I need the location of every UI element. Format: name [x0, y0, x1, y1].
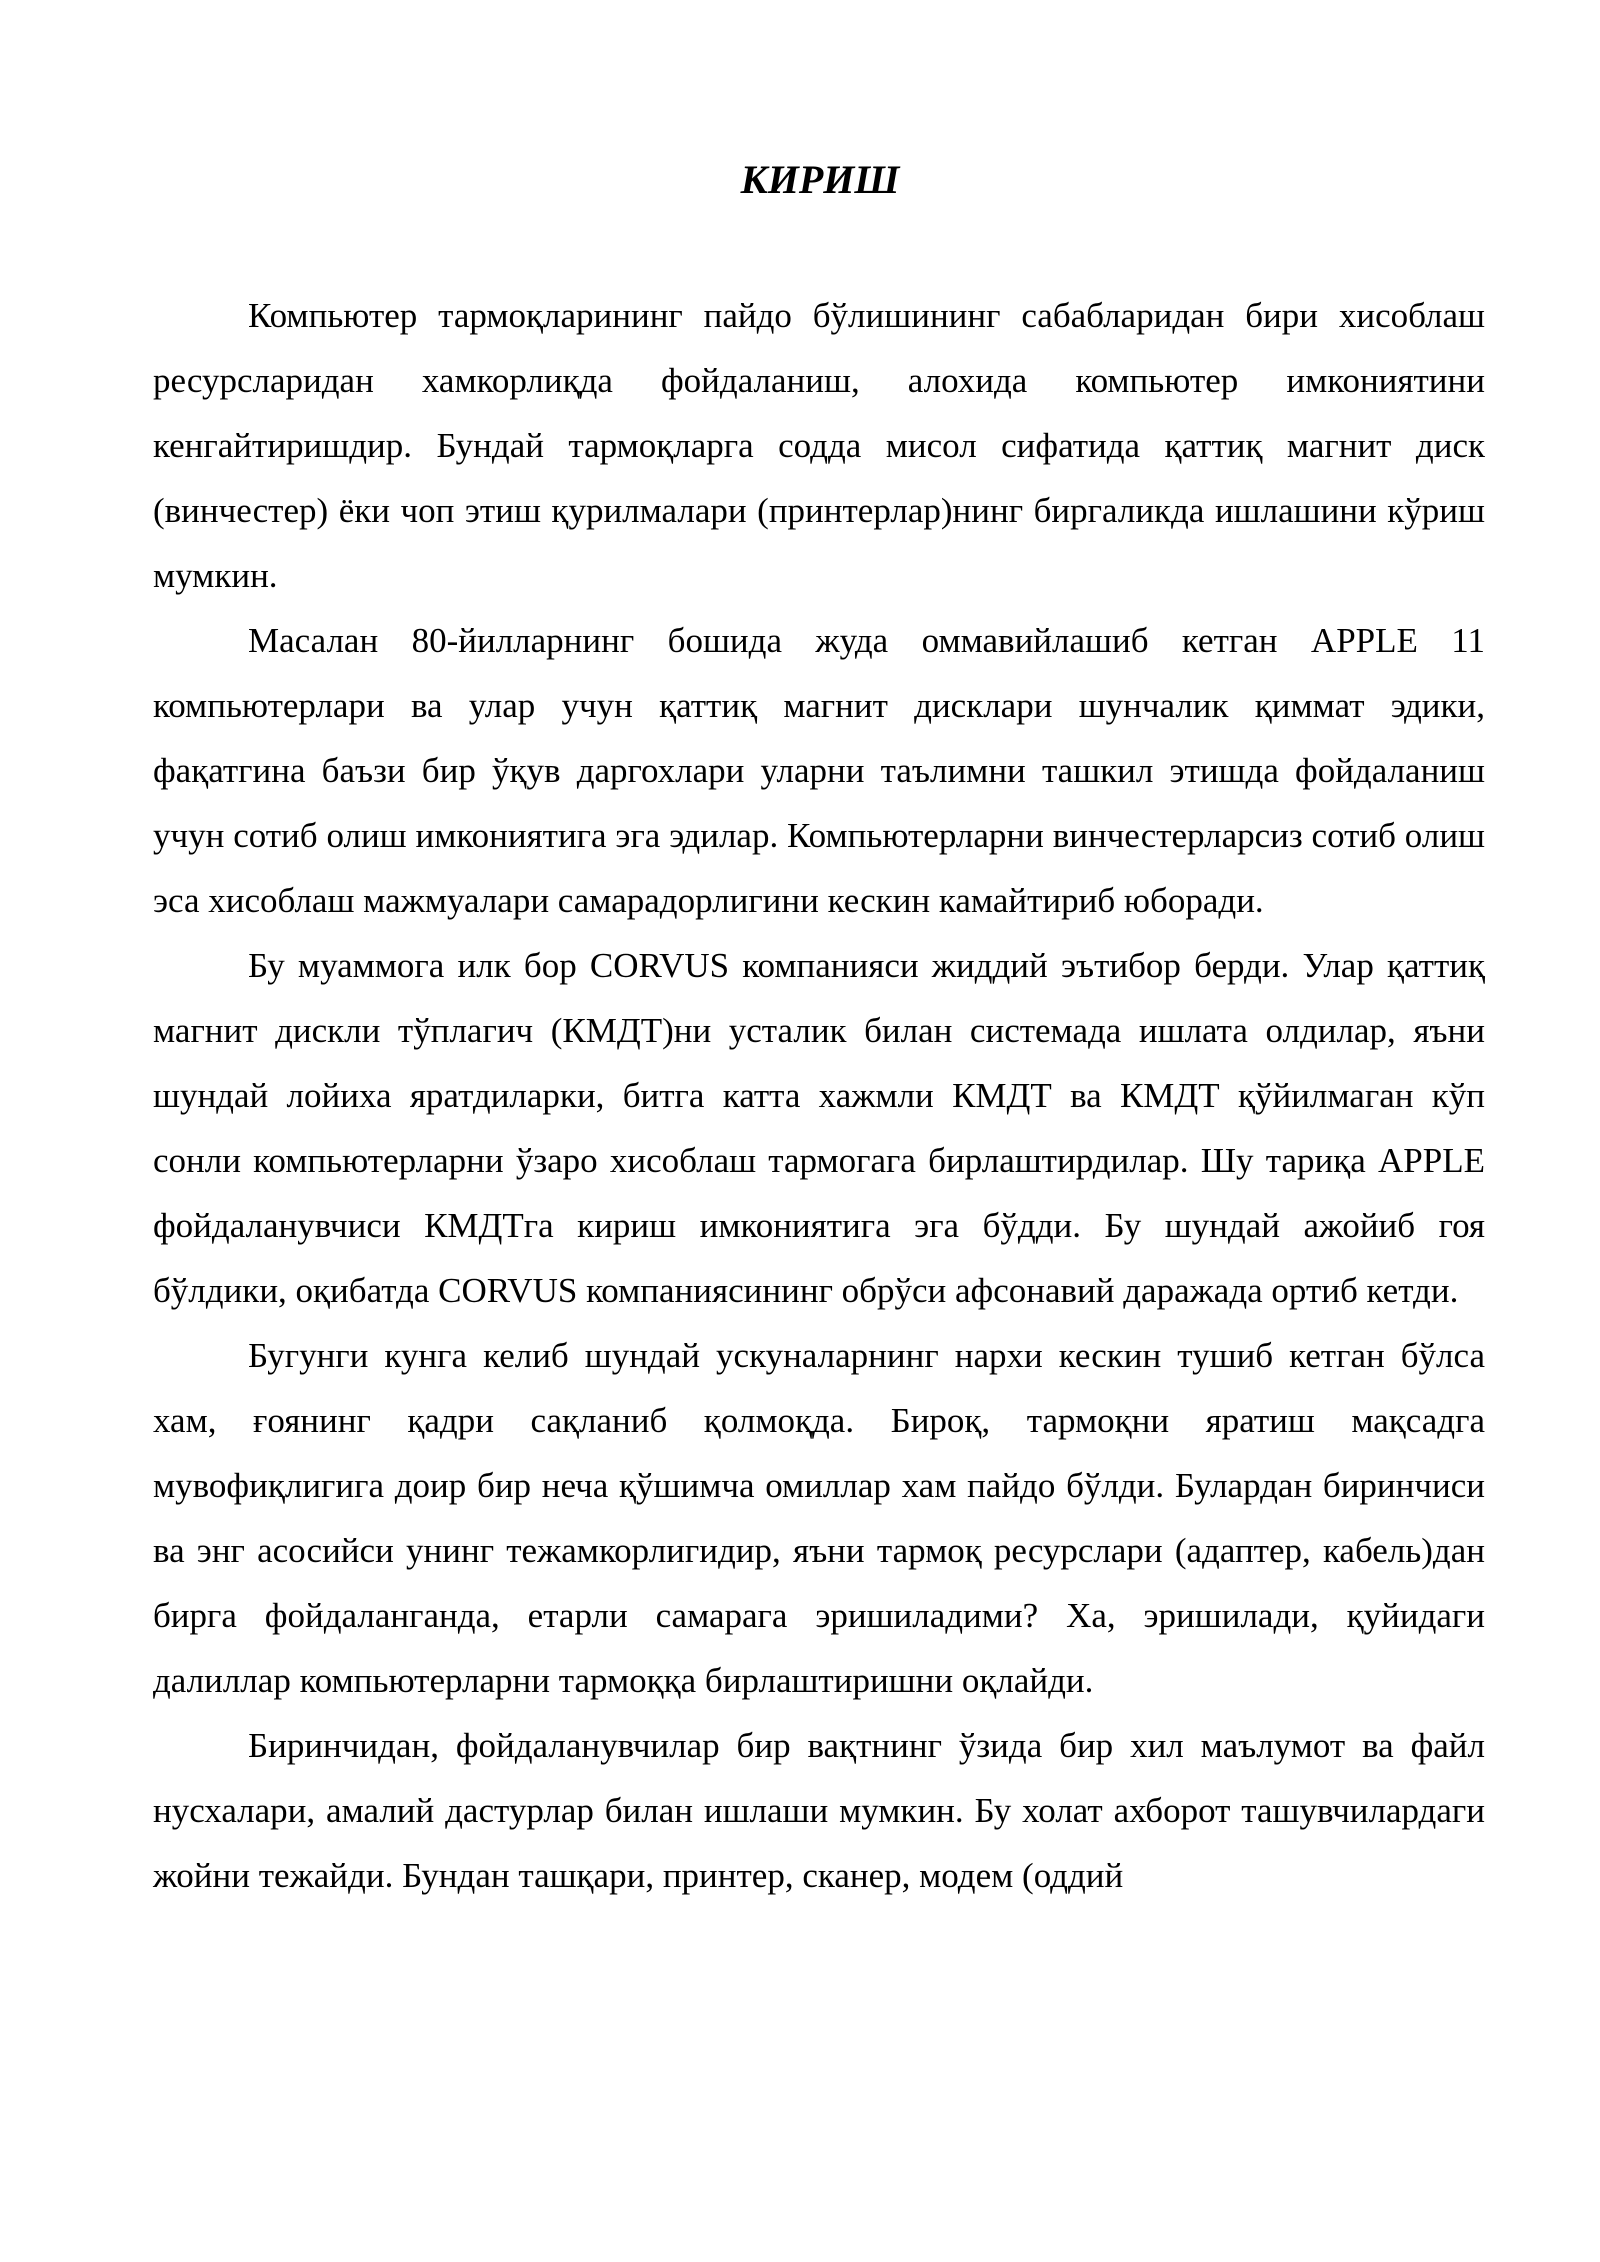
body-text	[153, 283, 1485, 1908]
paragraph: Бу муаммога илк бор CORVUS компанияси жиддий эътибор берди. Улар қаттиқ магнит дискли тўплагич (КМДТ)ни усталик билан системада ишлата олдилар, яъни шундай лойиха яратдиларки, битга катта хажмли КМДТ ва КМДТ қўйилмаган кўп сонли компьютерларни ўзаро хисоблаш тармогага бирлаштирдилар. Шу тариқа APPLE фойдаланувчиси КМДТга кириш имкониятига эга бўдди. Бу шундай ажойиб гоя бўлдики, оқибатда CORVUS компаниясининг обрўси афсонавий даражада ортиб кетди.	[153, 946, 1485, 1310]
paragraph: Биринчидан, фойдаланувчилар бир вақтнинг ўзида бир хил маълумот ва файл нусхалари, амалий дастурлар билан ишлаши мумкин. Бу холат ахборот ташувчилардаги жойни тежайди. Бундан ташқари, принтер, сканер, модем (оддий	[153, 1726, 1485, 1895]
paragraph: Бугунги кунга келиб шундай ускуналарнинг нархи кескин тушиб кетган бўлса хам, ғоянинг қадри сақланиб қолмоқда. Бироқ, тармоқни яратиш мақсадга мувофиқлигига доир бир неча қўшимча омиллар хам пайдо бўлди. Булардан биринчиси ва энг асосийси унинг тежамкорлигидир, яъни тармоқ ресурслари (адаптер, кабель)дан бирга фойдаланганда, етарли самарага эришиладими? Ха, эришилади, қуйидаги далиллар компьютерларни тармоққа бирлаштиришни оқлайди.	[153, 1336, 1485, 1700]
paragraph: Масалан 80-йилларнинг бошида жуда оммавийлашиб кетган APPLE 11 компьютерлари ва улар учун қаттиқ магнит дисклари шунчалик қиммат эдики, фақатгина баъзи бир ўқув даргохлари уларни таълимни ташкил этишда фойдаланиш учун сотиб олиш имкониятига эга эдилар. Компьютерларни винчестерларсиз сотиб олиш эса хисоблаш мажмуалари самарадорлигини кескин камайтириб юборади.	[153, 621, 1485, 920]
page-title: КИРИШ	[740, 157, 900, 202]
paragraph: Компьютер тармоқларининг пайдо бўлишининг сабабларидан бири хисоблаш ресурсларидан хамкорлиқда фойдаланиш, алохида компьютер имкониятини кенгайтиришдир. Бундай тармоқларга содда мисол сифатида қаттиқ магнит диск (винчестер) ёки чоп этиш қурилмалари (принтерлар)нинг биргаликда ишлашини кўриш мумкин.	[153, 296, 1485, 595]
